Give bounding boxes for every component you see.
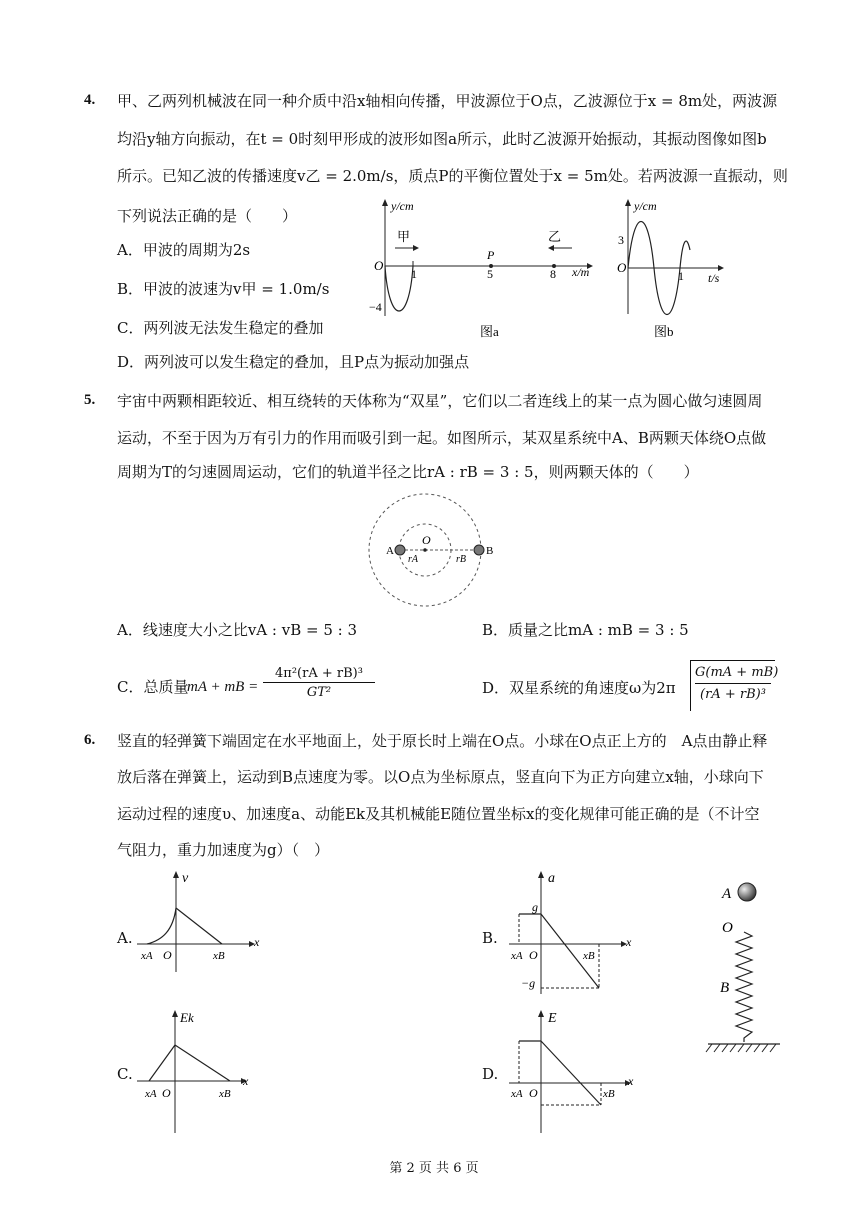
q5-line-1: 宇宙中两颗相距较近、相互绕转的天体称为“双星”，它们以二者连线上的某一点为圆心做匀速圆周 xyxy=(117,392,763,410)
q5-option-c-lhs: mA + mB = xyxy=(187,679,259,695)
q4-option-c: C．两列波无法发生稳定的叠加 xyxy=(117,319,324,337)
q4-number: 4. xyxy=(84,92,96,108)
graph-b-neg-g: −g xyxy=(521,976,536,990)
graph-c-xb: xB xyxy=(219,1088,231,1100)
fig-a-tick-8: 8 xyxy=(550,267,556,281)
fig-a-label-yi: 乙 xyxy=(548,229,562,244)
fig-star-b-label: B xyxy=(486,545,494,557)
q6-option-b-label: B. xyxy=(482,929,498,947)
graph-b-origin: O xyxy=(529,948,538,962)
graph-d-ylabel: E xyxy=(548,1011,557,1026)
graph-b-xa: xA xyxy=(511,950,523,962)
spring-label-b: B xyxy=(720,980,730,996)
q5-line-3: 周期为T的匀速圆周运动，它们的轨道半径之比rA : rB = 3 : 5，则两颗天体的（ ） xyxy=(117,463,699,481)
fig-a-ylabel: y/cm xyxy=(391,199,414,213)
graph-c-ylabel: Ek xyxy=(180,1010,194,1025)
fig-center-o-label: O xyxy=(422,533,431,547)
q5-option-c-prefix: C．总质量 xyxy=(117,678,189,696)
graph-a-ylabel: ν xyxy=(182,871,189,886)
fig-b-tick-1: 1 xyxy=(678,269,684,283)
fig-ra-label: rA xyxy=(408,554,418,565)
fig-a-point-p: P xyxy=(487,248,495,262)
graph-b-xb: xB xyxy=(583,950,595,962)
q4-line-2: 均沿y轴方向振动，在t = 0时刻甲形成的波形如图a所示，此时乙波源开始振动，其振动图像如图b xyxy=(117,130,767,148)
q6-graph-d xyxy=(507,1005,637,1135)
q4-option-a: A．甲波的周期为2s xyxy=(117,241,251,259)
fig-rb-label: rB xyxy=(456,554,466,565)
graph-a-xb: xB xyxy=(213,950,225,962)
q6-line-1: 竖直的轻弹簧下端固定在水平地面上，处于原长时上端在O点。小球在O点正上方的 A点由静止释 xyxy=(117,732,768,750)
q5-option-c-denominator: GT² xyxy=(306,685,332,700)
q4-option-d: D．两列波可以发生稳定的叠加，且P点为振动加强点 xyxy=(117,353,470,371)
q5-option-b: B．质量之比mA : mB = 3 : 5 xyxy=(482,621,689,639)
fig-a-caption: 图a xyxy=(480,324,499,339)
q5-option-d-denominator: (rA + rB)³ xyxy=(700,687,766,702)
q5-option-d-radical xyxy=(690,660,779,711)
q4-line-1: 甲、乙两列机械波在同一种介质中沿x轴相向传播，甲波源位于O点，乙波源位于x = 8m处，两波源 xyxy=(117,92,778,110)
q6-option-d-label: D. xyxy=(482,1065,499,1083)
q5-line-2: 运动，不至于因为万有引力的作用而吸引到一起。如图所示，某双星系统中A、B两颗天体绕O点做 xyxy=(117,429,767,447)
fig-a-tick-5: 5 xyxy=(487,267,493,281)
fig-a-label-jia: 甲 xyxy=(397,229,411,244)
page-footer: 第 2 页 共 6 页 xyxy=(389,1161,479,1176)
fig-a-origin: O xyxy=(374,258,384,273)
q6-spring-figure xyxy=(700,870,790,1060)
graph-a-xlabel: x xyxy=(254,935,260,949)
q6-option-a-label: A. xyxy=(117,929,133,947)
graph-b-ylabel: a xyxy=(548,871,555,886)
graph-b-g: g xyxy=(532,900,538,914)
q6-option-c-label: C. xyxy=(117,1065,133,1083)
fig-b-ytick: 3 xyxy=(618,233,624,247)
q4-option-b: B．甲波的波速为v甲 = 1.0m/s xyxy=(117,280,330,298)
q5-option-a: A．线速度大小之比vA : vB = 5 : 3 xyxy=(117,621,358,639)
graph-d-xlabel: x xyxy=(628,1074,634,1088)
q6-graph-c xyxy=(135,1005,265,1135)
q5-option-d-prefix: D．双星系统的角速度ω为2π xyxy=(482,679,676,697)
graph-d-origin: O xyxy=(529,1086,538,1100)
fig-b-caption: 图b xyxy=(654,324,674,339)
graph-c-xa: xA xyxy=(145,1088,157,1100)
graph-b-xlabel: x xyxy=(626,935,632,949)
q6-line-3: 运动过程的速度υ、加速度a、动能Ek及其机械能E随位置坐标x的变化规律可能正确的是（不计空 xyxy=(117,805,760,823)
fig-b-xlabel: t/s xyxy=(708,271,720,285)
q4-line-3: 所示。已知乙波的传播速度v乙 = 2.0m/s，质点P的平衡位置处于x = 5m处。若两波源一直振动，则 xyxy=(117,167,788,185)
spring-label-a: A xyxy=(722,886,732,902)
fig-a-tick-1: 1 xyxy=(411,267,417,281)
fig-star-a-label: A xyxy=(386,545,394,557)
spring-label-o: O xyxy=(722,920,733,936)
q4-figure-b xyxy=(612,196,732,346)
q5-option-c-fraction xyxy=(263,665,375,702)
q6-number: 6. xyxy=(84,732,96,748)
fig-a-ytick-neg: −4 xyxy=(369,300,382,314)
graph-a-xa: xA xyxy=(141,950,153,962)
fig-b-ylabel: y/cm xyxy=(634,199,657,213)
q6-line-2: 放后落在弹簧上，运动到B点速度为零。以O点为坐标原点，竖直向下为正方向建立x轴，小球向下 xyxy=(117,768,764,786)
graph-a-origin: O xyxy=(163,948,172,962)
graph-d-xa: xA xyxy=(511,1088,523,1100)
q6-graph-a xyxy=(135,866,265,976)
fig-a-xlabel: x/m xyxy=(572,265,590,279)
q5-number: 5. xyxy=(84,392,96,408)
q5-binary-star-figure xyxy=(365,492,495,612)
graph-c-xlabel: x xyxy=(243,1074,249,1088)
q5-option-c-numerator: 4π²(rA + rB)³ xyxy=(263,665,375,683)
q6-line-4: 气阻力，重力加速度为g）（ ） xyxy=(117,841,330,859)
q4-figure-a xyxy=(365,196,595,346)
q5-option-d-numerator: G(mA + mB) xyxy=(695,663,771,684)
graph-d-xb: xB xyxy=(603,1088,615,1100)
fig-b-origin: O xyxy=(617,260,627,275)
graph-c-origin: O xyxy=(162,1086,171,1100)
q4-line-4: 下列说法正确的是（ ） xyxy=(117,207,298,225)
q6-graph-b xyxy=(507,866,637,996)
